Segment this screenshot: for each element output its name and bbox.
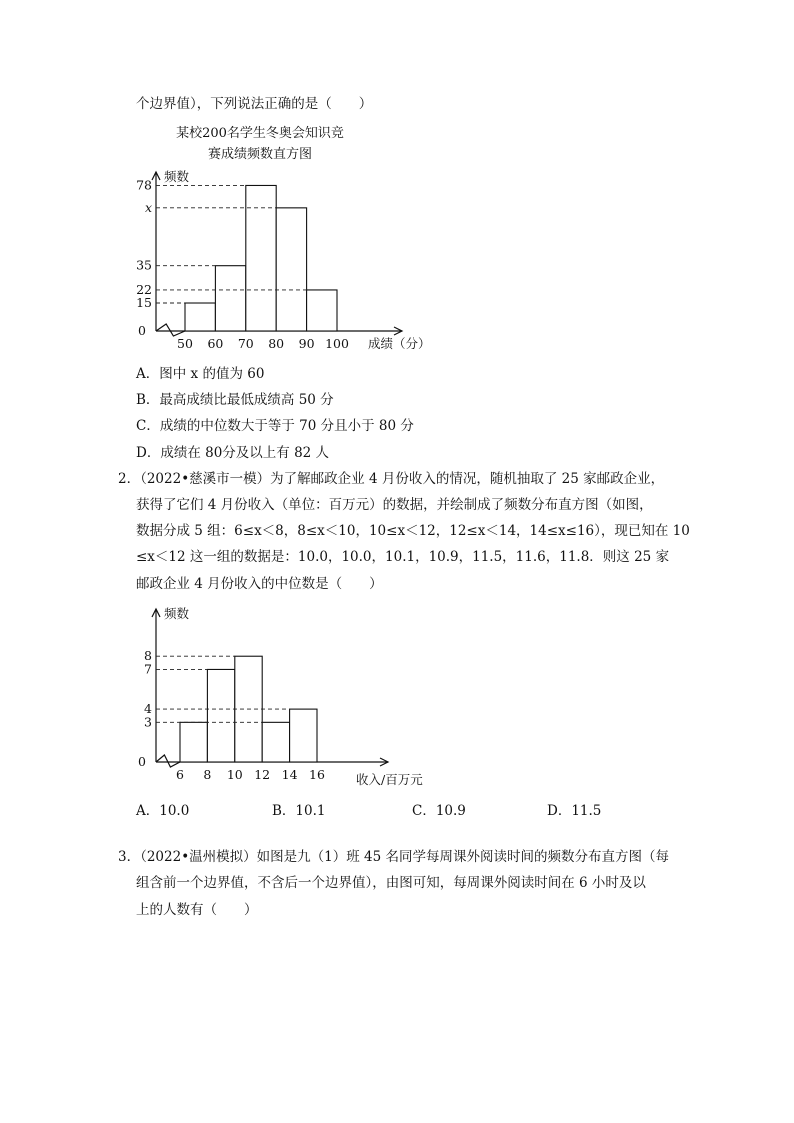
- histogram-bar: [262, 722, 289, 762]
- y-tick-label: 3: [144, 714, 152, 730]
- q2-line4: ≤x＜12 这一组的数据是：10.0，10.0，10.1，10.9，11.5，11.6，11.8．则这 25 家: [136, 549, 670, 565]
- x-tick-label: 90: [298, 336, 315, 351]
- x-tick-label: 100: [325, 336, 349, 351]
- x-tick-label: 14: [281, 767, 298, 782]
- q1-option-b: B．最高成绩比最低成绩高 50 分: [136, 392, 334, 408]
- x-axis-label: 收入/百万元: [356, 772, 423, 787]
- q2-option-c: C．10.9: [412, 803, 466, 819]
- y-tick-label: x: [144, 199, 152, 215]
- origin-label: 0: [138, 323, 146, 338]
- origin-label: 0: [138, 754, 146, 769]
- axis-break-mark: [156, 755, 180, 767]
- chart1-title-line2: 赛成绩频数直方图: [207, 147, 312, 162]
- q1-intro: 个边界值），下列说法正确的是（ ）: [136, 96, 373, 112]
- q1-option-a: A．图中 x 的值为 60: [136, 366, 265, 382]
- x-tick-label: 60: [207, 336, 224, 351]
- y-axis-label: 频数: [164, 606, 190, 621]
- histogram-bar: [290, 709, 317, 762]
- q2-option-a: A．10.0: [136, 803, 190, 819]
- q2-line1: 2．（2022•慈溪市一模）为了解邮政企业 4 月份收入的情况，随机抽取了 25 家邮政企业，: [118, 471, 665, 487]
- q2-line3: 数据分成 5 组：6≤x＜8，8≤x＜10，10≤x＜12，12≤x＜14，14≤x≤16），现已知在 10: [136, 523, 690, 539]
- q2-line2: 获得了它们 4 月份收入（单位：百万元）的数据，并绘制成了频数分布直方图（如图，: [136, 497, 653, 513]
- x-tick-label: 16: [309, 767, 325, 782]
- chart1-title-line1: 某校200名学生冬奥会知识竞: [176, 126, 344, 141]
- y-axis-label: 频数: [164, 169, 190, 184]
- y-tick-label: 8: [144, 648, 152, 664]
- x-tick-label: 6: [176, 767, 184, 782]
- histogram-bar: [207, 669, 234, 762]
- q2-line5: 邮政企业 4 月份收入的中位数是（ ）: [136, 576, 383, 592]
- x-tick-label: 8: [203, 767, 212, 782]
- q3-line3: 上的人数有（ ）: [136, 902, 258, 918]
- q1-option-d: D．成绩在 80分及以上有 82 人: [136, 445, 330, 461]
- x-tick-label: 80: [268, 336, 285, 351]
- y-tick-label: 22: [136, 281, 152, 297]
- x-tick-label: 12: [254, 767, 271, 782]
- q3-line1: 3．（2022•温州模拟）如图是九（1）班 45 名同学每周课外阅读时间的频数分布直方图（每: [118, 849, 670, 865]
- q2-option-b: B．10.1: [272, 803, 326, 819]
- x-tick-label: 10: [226, 767, 243, 782]
- x-tick-label: 70: [237, 336, 254, 351]
- q2-option-d: D．11.5: [547, 803, 602, 819]
- y-tick-label: 78: [136, 177, 152, 193]
- q1-option-c: C．成绩的中位数大于等于 70 分且小于 80 分: [136, 418, 414, 434]
- q3-line2: 组含前一个边界值，不含后一个边界值），由图可知，每周课外阅读时间在 6 小时及以: [136, 875, 646, 891]
- y-tick-label: 15: [136, 295, 152, 311]
- y-tick-label: 4: [144, 701, 152, 717]
- y-tick-label: 7: [144, 661, 152, 677]
- y-tick-label: 35: [136, 257, 152, 273]
- histogram-bar: [180, 722, 207, 762]
- x-tick-label: 50: [177, 336, 193, 351]
- x-axis-label: 成绩（分）: [368, 336, 431, 351]
